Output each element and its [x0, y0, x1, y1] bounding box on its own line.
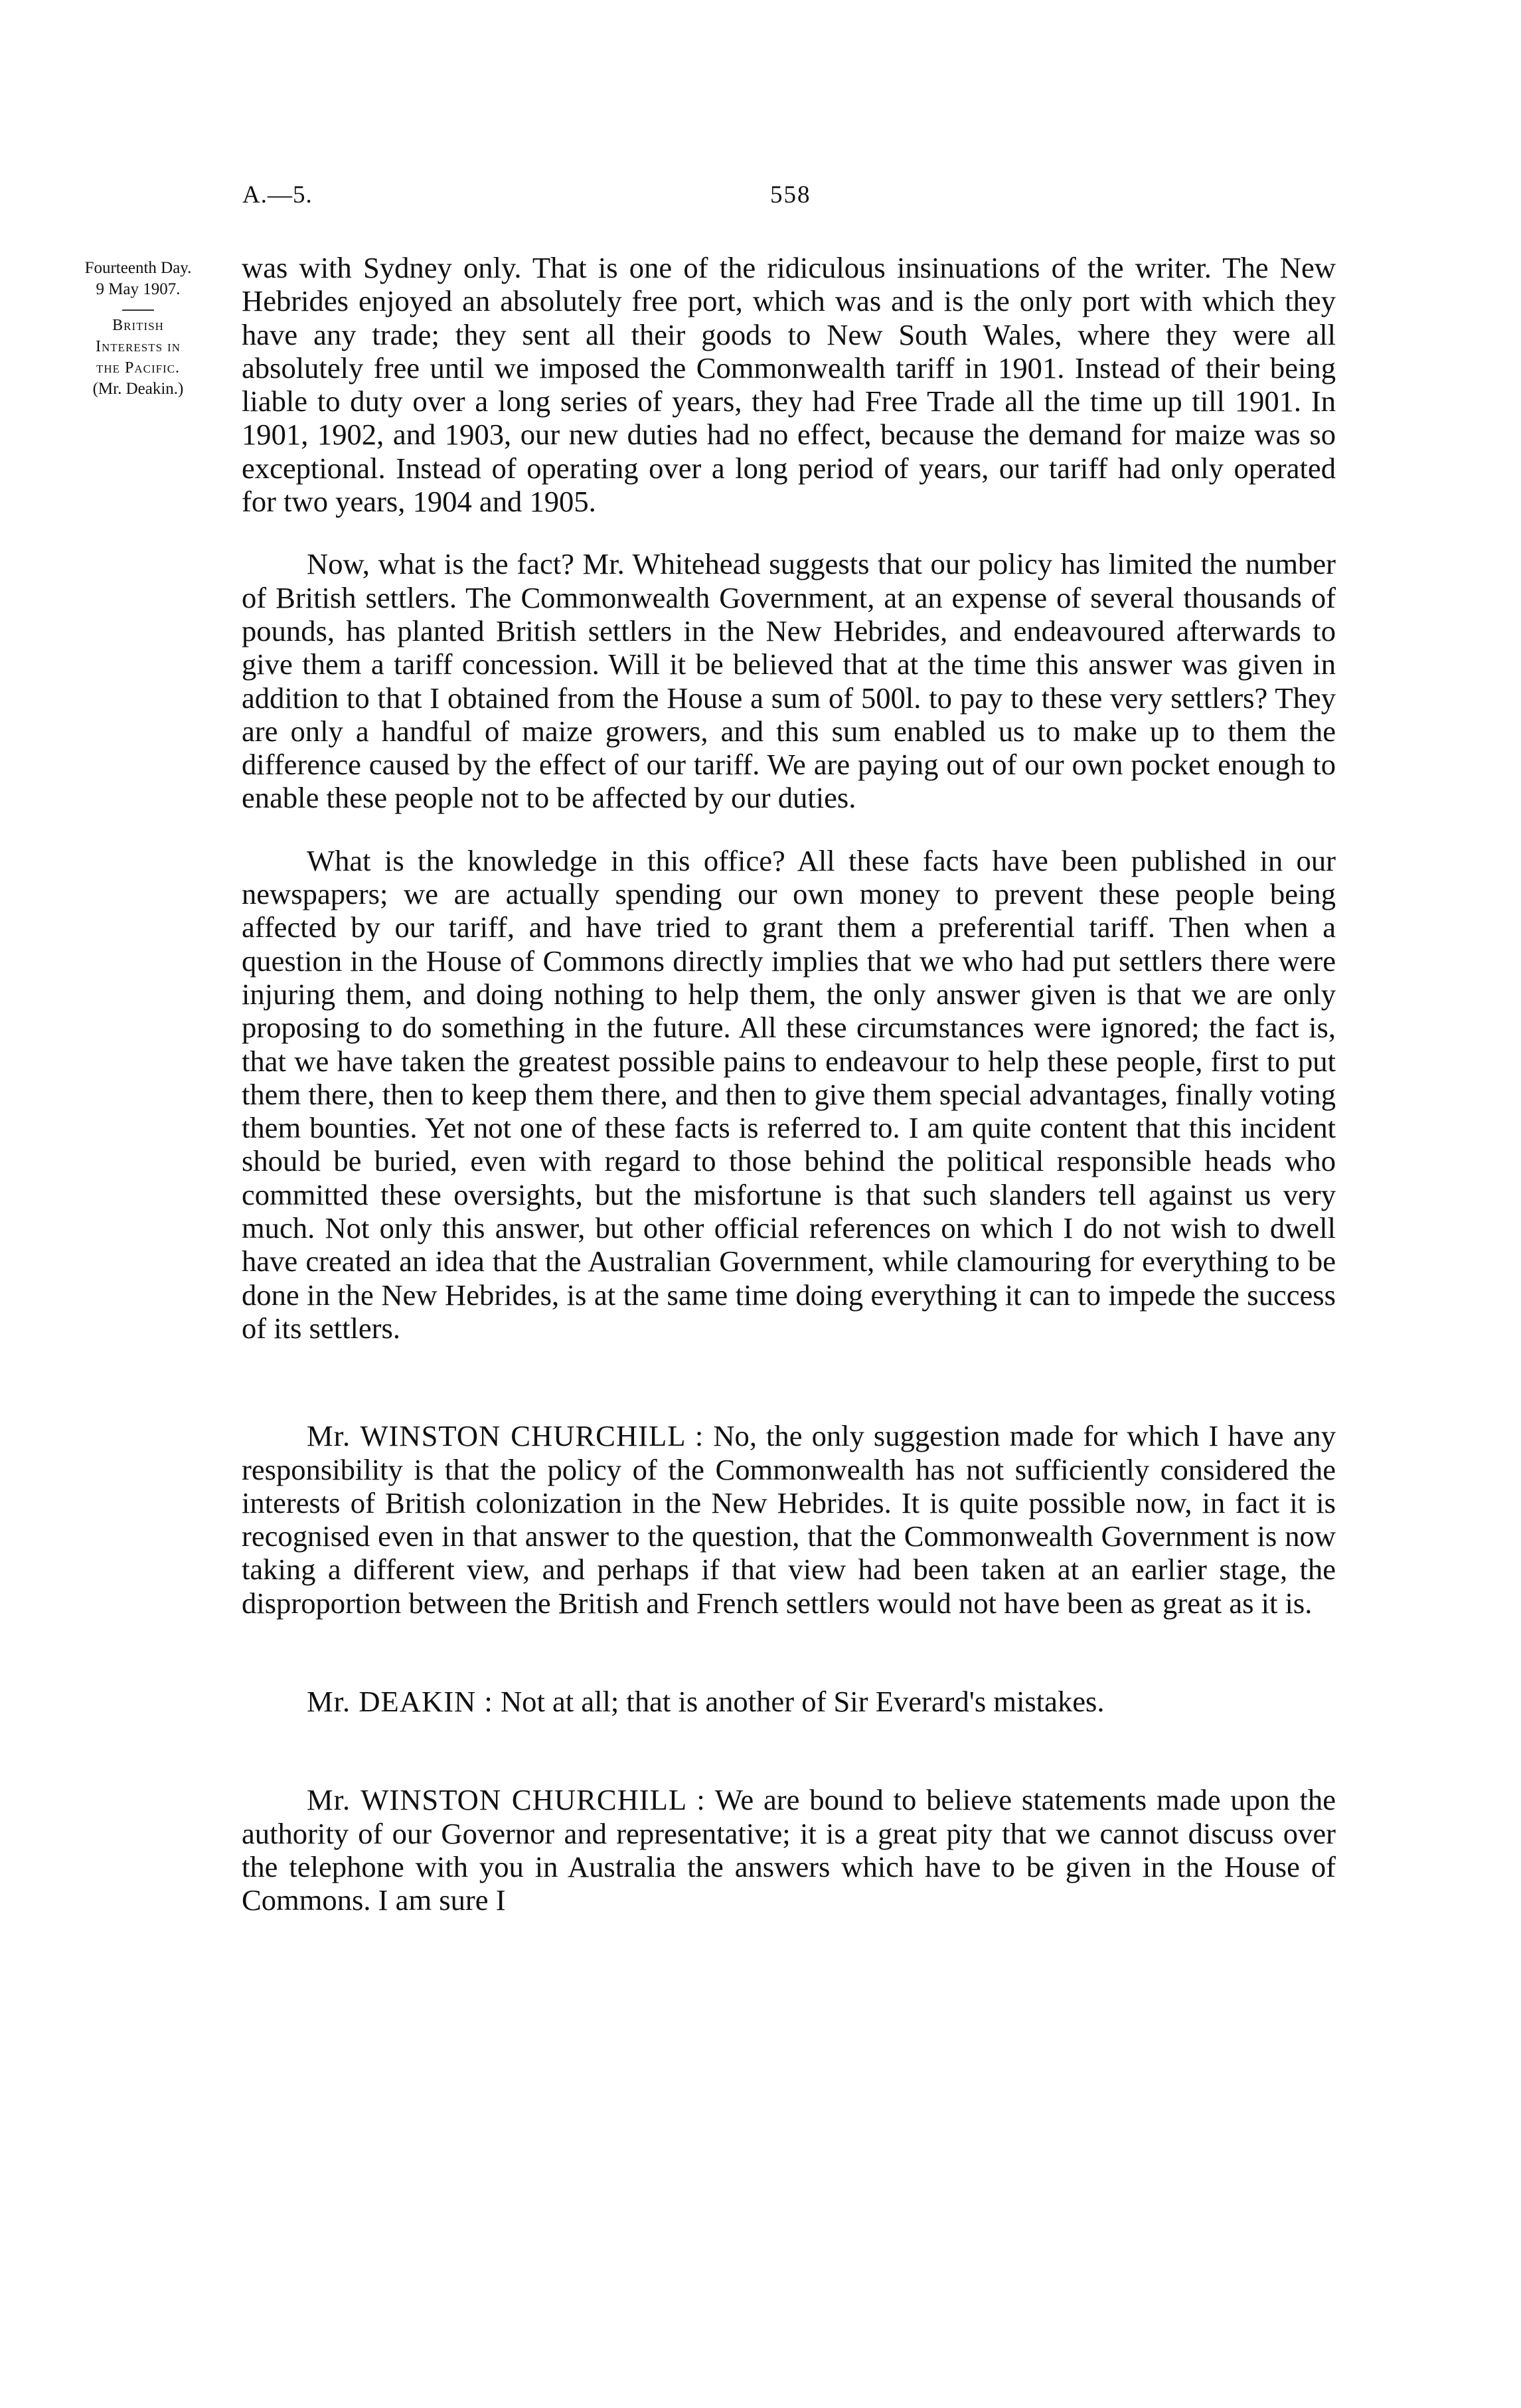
margin-note-day: Fourteenth Day. — [84, 259, 192, 277]
paragraph-5-text: Not at all; that is another of Sir Everard's mistakes. — [500, 1684, 1105, 1718]
paragraph-4-text: No, the only suggestion made for which I have any responsibility is that the policy of the Commonwealth has not sufficiently considered the interests of British colonization in the New Hebrides. It is quite possible now, in fact it is recognised even in that answer to the question, that the Commonwealth Government is now taking a different view, and perhaps if that view had been taken at an earlier stage, the disproportion between the British and French settlers would not have been as great as it is. — [242, 1419, 1336, 1620]
paragraph-5 — [242, 1685, 1336, 1718]
paragraph-4 — [242, 1419, 1336, 1620]
paragraph-2 — [242, 547, 1336, 814]
margin-note-topic-line-3: the Pacific. — [96, 359, 181, 377]
body-text — [242, 251, 1336, 1917]
page-header — [0, 181, 1521, 214]
paragraph-6-text: We are bound to believe statements made upon the authority of our Governor and representative; it is a great pity that we cannot discuss over the telephone with you in Australia the answers which have to be given in the House of Commons. I am sure I — [242, 1783, 1336, 1917]
page-number: 558 — [770, 181, 811, 209]
paragraph-6 — [242, 1783, 1336, 1917]
margin-note-date: 9 May 1907. — [96, 280, 181, 298]
document-reference: A.—5. — [242, 181, 313, 209]
speaker-label: Mr. WINSTON CHURCHILL : — [307, 1419, 704, 1453]
paragraph-3-text: What is the knowledge in this office? All these facts have been published in our newspapers; we are actually spending our own money to prevent these people being affected by our tariff, and have tried to grant them a preferential tariff. Then when a question in the House of Commons directly implies that we who had put settlers there were injuring them, and doing nothing to help them, the only answer given is that we are only proposing to do something in the future. All these circumstances were ignored; the fact is, that we have taken the greatest possible pains to endeavour to help these people, first to put them there, then to keep them there, and then to give them special advantages, finally voting them bounties. Yet not one of these facts is referred to. I am quite content that this incident should be buried, even with regard to those behind the political responsible heads who committed these oversights, but the misfortune is that such slanders tell against us very much. Not only this answer, but other official references on which I do not wish to dwell have created an idea that the Australian Government, while clamouring for everything to be done in the New Hebrides, is at the same time doing everything it can to impede the success of its settlers. — [242, 843, 1336, 1345]
margin-note-topic-line-1: British — [112, 317, 164, 334]
speaker-label: Mr. DEAKIN : — [307, 1684, 493, 1718]
paragraph-3 — [242, 844, 1336, 1345]
margin-note-topic-line-2: Interests in — [96, 338, 181, 355]
margin-note-speaker: (Mr. Deakin.) — [92, 380, 184, 398]
margin-note — [45, 258, 231, 400]
paragraph-1-text: was with Sydney only. That is one of the ridiculous insinuations of the writer. The New Hebrides enjoyed an absolutely free port, which was and is the only port with which they have any trade; they sent all their goods to New South Wales, where they were all absolutely free until we imposed the Commonwealth tariff in 1901. Instead of their being liable to duty over a long series of years, they had Free Trade all the time up till 1901. In 1901, 1902, and 1903, our new duties had no effect, because the demand for maize was so exceptional. Instead of operating over a long period of years, our tariff had only operated for two years, 1904 and 1905. — [242, 251, 1336, 519]
paragraph-2-text: Now, what is the fact? Mr. Whitehead suggests that our policy has limited the number of British settlers. The Commonwealth Government, at an expense of several thousands of pounds, has planted British settlers in the New Hebrides, and endeavoured afterwards to give them a tariff concession. Will it be believed that at the time this answer was given in addition to that I obtained from the House a sum of 500l. to pay to these very settlers? They are only a handful of maize growers, and this sum enabled us to make up to them the difference caused by the effect of our tariff. We are paying out of our own pocket enough to enable these people not to be affected by our duties. — [242, 547, 1336, 815]
paragraph-1 — [242, 251, 1336, 518]
margin-note-divider — [122, 309, 154, 311]
speaker-label: Mr. WINSTON CHURCHILL : — [307, 1783, 706, 1817]
